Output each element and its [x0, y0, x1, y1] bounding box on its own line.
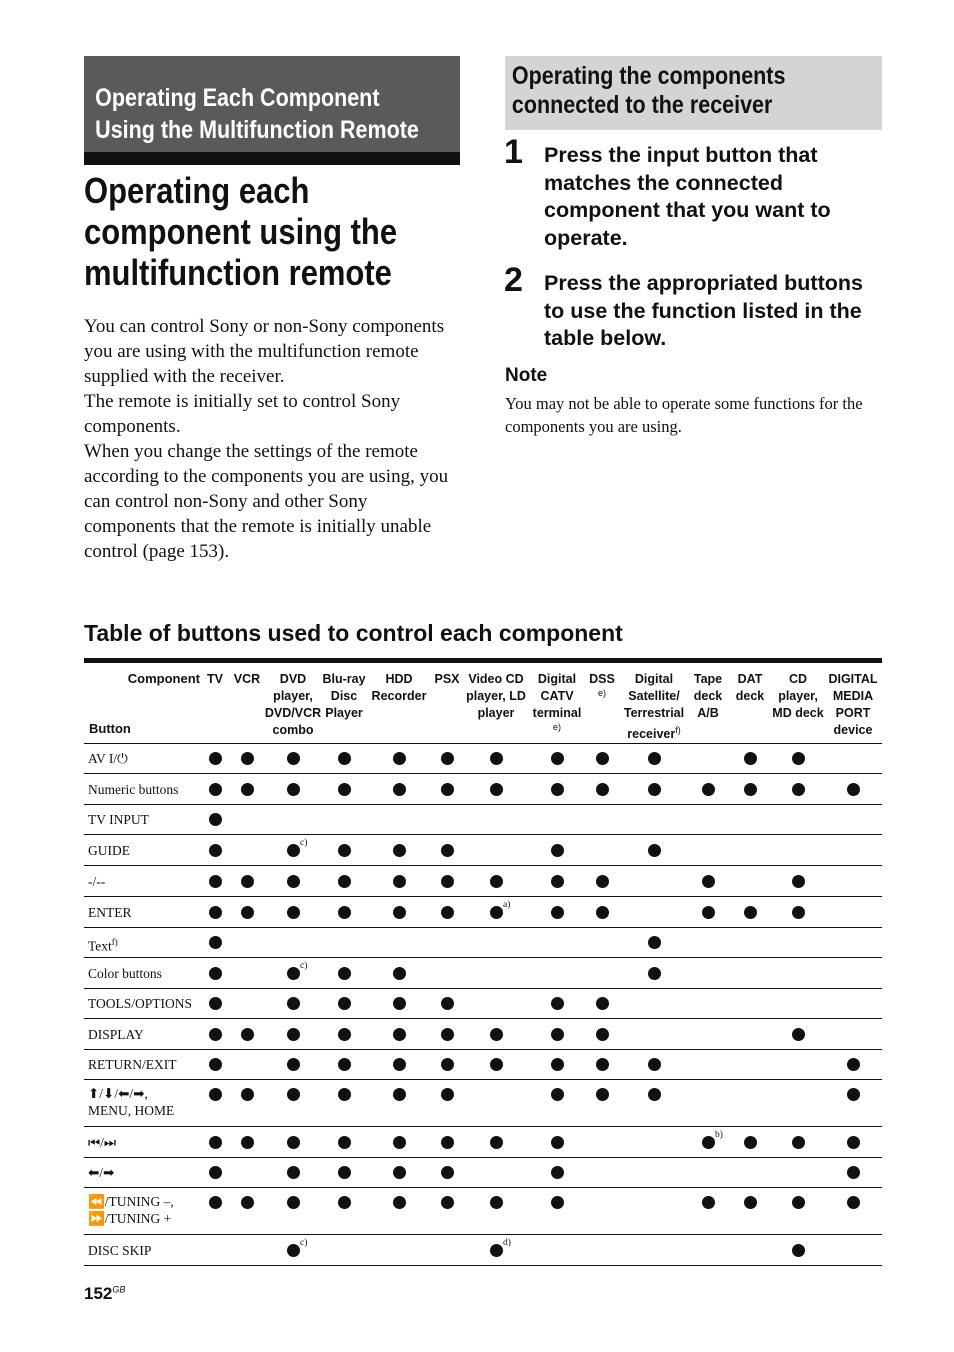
- right-heading-box: [505, 56, 882, 130]
- support-dot: [241, 1088, 254, 1101]
- support-dot: [209, 1166, 222, 1179]
- table-body: [84, 744, 882, 1266]
- dot-footnote: c): [300, 837, 308, 848]
- support-dot: [792, 783, 805, 796]
- table-row: [84, 989, 882, 1019]
- column-header: Digital Satellite/ Terrestrial receiver$^{f)}$: [623, 672, 685, 742]
- support-dot: [792, 1244, 805, 1257]
- support-dot: [441, 1196, 454, 1209]
- support-dot: [209, 967, 222, 980]
- row-label: DISC SKIP: [88, 1242, 152, 1258]
- support-dot: [441, 1058, 454, 1071]
- intro-paragraph: The remote is initially set to control Sony components.: [84, 391, 401, 437]
- support-dot: [287, 967, 300, 980]
- support-dot: [490, 1028, 503, 1041]
- support-dot: [792, 875, 805, 888]
- table-row: [84, 928, 882, 958]
- table-row: [84, 1235, 882, 1266]
- column-header: Video CD player, LD player: [466, 672, 526, 720]
- table-row: [84, 897, 882, 928]
- support-dot: [393, 752, 406, 765]
- support-dot: [441, 844, 454, 857]
- table-row: [84, 866, 882, 897]
- support-dot: [241, 1028, 254, 1041]
- support-dot: [490, 1196, 503, 1209]
- support-dot: [241, 783, 254, 796]
- support-dot: [338, 1028, 351, 1041]
- support-dot: [338, 844, 351, 857]
- support-dot: [338, 1058, 351, 1071]
- row-label: TV INPUT: [88, 812, 149, 827]
- support-dot: [490, 906, 503, 919]
- table-title: Table of buttons used to control each component: [84, 620, 623, 646]
- support-dot: [441, 875, 454, 888]
- table-row: [84, 1050, 882, 1080]
- support-dot: [744, 1136, 757, 1149]
- support-dot: [287, 1028, 300, 1041]
- support-dot: [847, 783, 860, 796]
- support-dot: [287, 1244, 300, 1257]
- support-dot: [490, 1058, 503, 1071]
- support-dot: [596, 906, 609, 919]
- support-dot: [551, 1058, 564, 1071]
- page-number-value: 152: [84, 1284, 113, 1303]
- support-dot: [338, 752, 351, 765]
- support-dot: [209, 752, 222, 765]
- row-label: ENTER: [88, 904, 132, 920]
- column-header: Blu-ray Disc Player: [322, 672, 366, 720]
- table-row: [84, 805, 882, 835]
- page-title-line: component using the: [84, 211, 398, 252]
- support-dot: [241, 1196, 254, 1209]
- support-dot: [744, 783, 757, 796]
- note-heading: Note: [505, 365, 548, 386]
- table-header: [84, 663, 882, 744]
- support-dot: [792, 1136, 805, 1149]
- support-dot: [441, 783, 454, 796]
- column-header: Tape deck A/B: [693, 672, 723, 720]
- support-dot: [338, 906, 351, 919]
- column-header: HDD Recorder: [371, 672, 427, 703]
- support-dot: [287, 1196, 300, 1209]
- intro-paragraph: When you change the settings of the remote according to the components you are using, you can control non-Sony and other Sony components that the remote is initially unable control (page 153).: [84, 441, 449, 562]
- note-body: You may not be able to operate some functions for the components you are using.: [505, 394, 863, 436]
- support-dot: [393, 1088, 406, 1101]
- dot-footnote: b): [715, 1129, 723, 1140]
- support-dot: [702, 875, 715, 888]
- support-dot: [393, 1166, 406, 1179]
- row-label: AV I/⏻: [88, 751, 128, 766]
- support-dot: [648, 783, 661, 796]
- section-heading-line: Using the Multifunction Remote: [95, 116, 419, 144]
- support-dot: [393, 1136, 406, 1149]
- support-dot: [393, 967, 406, 980]
- support-dot: [702, 1196, 715, 1209]
- row-label: ⏪/TUNING –, ⏩/TUNING +: [88, 1194, 174, 1226]
- support-dot: [338, 1196, 351, 1209]
- support-dot: [241, 875, 254, 888]
- row-label: DISPLAY: [88, 1026, 144, 1042]
- support-dot: [847, 1058, 860, 1071]
- support-dot: [441, 906, 454, 919]
- row-label: Text$^{f)}$: [88, 937, 118, 954]
- dot-footnote: c): [300, 960, 308, 971]
- support-dot: [209, 1058, 222, 1071]
- row-label: GUIDE: [88, 842, 130, 858]
- row-label: TOOLS/OPTIONS: [88, 996, 193, 1011]
- support-dot: [490, 783, 503, 796]
- support-dot: [596, 875, 609, 888]
- support-dot: [393, 1196, 406, 1209]
- support-dot: [241, 752, 254, 765]
- support-dot: [209, 1088, 222, 1101]
- support-dot: [596, 783, 609, 796]
- support-dot: [551, 1088, 564, 1101]
- section-heading: [84, 56, 419, 146]
- support-dot: [287, 1136, 300, 1149]
- support-dot: [596, 752, 609, 765]
- support-dot: [648, 1088, 661, 1101]
- support-dot: [209, 1196, 222, 1209]
- table-row: [84, 1080, 882, 1127]
- section-rule: [84, 152, 460, 165]
- dot-footnote: a): [503, 899, 511, 910]
- support-dot: [393, 844, 406, 857]
- right-heading: [505, 56, 829, 120]
- support-dot: [551, 875, 564, 888]
- column-header: PSX: [434, 672, 460, 686]
- page-number: [84, 1284, 125, 1304]
- step-text: Press the appropriated buttons to use the function listed in the table below.: [544, 271, 863, 350]
- table-row: [84, 1158, 882, 1188]
- support-dot: [847, 1166, 860, 1179]
- row-label: ⬆/⬇/⬅/➡, MENU, HOME: [88, 1086, 175, 1118]
- support-dot: [847, 1136, 860, 1149]
- support-dot: [241, 906, 254, 919]
- section-heading-line: Operating Each Component: [95, 84, 380, 112]
- table-row: [84, 835, 882, 866]
- support-dot: [338, 783, 351, 796]
- support-dot: [551, 1136, 564, 1149]
- table-row: [84, 958, 882, 989]
- table-row: [84, 1127, 882, 1158]
- support-dot: [393, 783, 406, 796]
- column-header: VCR: [233, 672, 261, 686]
- table-row: [84, 1188, 882, 1235]
- support-dot: [393, 875, 406, 888]
- page-title-line: multifunction remote: [84, 252, 392, 293]
- dot-footnote: d): [503, 1237, 511, 1248]
- support-dot: [393, 906, 406, 919]
- support-dot: [551, 1166, 564, 1179]
- support-dot: [209, 906, 222, 919]
- component-button-table: [84, 658, 882, 1266]
- support-dot: [393, 1058, 406, 1071]
- support-dot: [792, 1196, 805, 1209]
- support-dot: [241, 1136, 254, 1149]
- support-dot: [338, 997, 351, 1010]
- section-heading-box: [84, 56, 460, 152]
- support-dot: [338, 967, 351, 980]
- support-dot: [648, 1058, 661, 1071]
- support-dot: [792, 1028, 805, 1041]
- support-dot: [338, 1166, 351, 1179]
- row-label: Color buttons: [88, 965, 162, 981]
- support-dot: [702, 783, 715, 796]
- support-dot: [287, 875, 300, 888]
- support-dot: [209, 875, 222, 888]
- support-dot: [744, 752, 757, 765]
- support-dot: [287, 1166, 300, 1179]
- support-dot: [209, 783, 222, 796]
- column-header: CD player, MD deck: [772, 672, 824, 720]
- support-dot: [551, 1196, 564, 1209]
- support-dot: [393, 997, 406, 1010]
- support-dot: [596, 997, 609, 1010]
- row-label: RETURN/EXIT: [88, 1057, 177, 1072]
- support-dot: [744, 906, 757, 919]
- support-dot: [702, 1136, 715, 1149]
- support-dot: [441, 1028, 454, 1041]
- support-dot: [596, 1028, 609, 1041]
- column-header: Digital CATV terminal e): [532, 672, 582, 732]
- table-row: [84, 744, 882, 774]
- support-dot: [551, 906, 564, 919]
- column-header: TV: [207, 672, 223, 686]
- dot-footnote: c): [300, 1237, 308, 1248]
- support-dot: [209, 1136, 222, 1149]
- right-heading-line: connected to the receiver: [511, 91, 773, 119]
- support-dot: [744, 1196, 757, 1209]
- row-label: Numeric buttons: [88, 781, 179, 797]
- support-dot: [551, 1028, 564, 1041]
- support-dot: [648, 844, 661, 857]
- support-dot: [847, 1196, 860, 1209]
- column-header: DIGITAL MEDIA PORT device: [828, 672, 878, 737]
- support-dot: [596, 1058, 609, 1071]
- support-dot: [490, 752, 503, 765]
- support-dot: [338, 875, 351, 888]
- support-dot: [702, 906, 715, 919]
- support-dot: [209, 997, 222, 1010]
- column-header: DSS e): [589, 672, 615, 698]
- page-title-line: Operating each: [84, 170, 310, 211]
- page-title: [84, 170, 445, 293]
- support-dot: [551, 997, 564, 1010]
- step-number: 1: [504, 133, 523, 171]
- row-label: -/--: [88, 873, 106, 889]
- column-header: DAT deck: [735, 672, 765, 703]
- support-dot: [441, 1136, 454, 1149]
- step-number: 2: [504, 261, 523, 299]
- support-dot: [209, 936, 222, 949]
- step-text: Press the input button that matches the connected component that you want to operate.: [544, 143, 831, 250]
- support-dot: [338, 1136, 351, 1149]
- support-dot: [209, 813, 222, 826]
- support-dot: [287, 783, 300, 796]
- support-dot: [551, 752, 564, 765]
- table-row: [84, 1019, 882, 1050]
- support-dot: [287, 844, 300, 857]
- support-dot: [551, 783, 564, 796]
- support-dot: [490, 875, 503, 888]
- support-dot: [847, 1088, 860, 1101]
- support-dot: [441, 997, 454, 1010]
- support-dot: [441, 752, 454, 765]
- support-dot: [441, 1088, 454, 1101]
- support-dot: [287, 1058, 300, 1071]
- support-dot: [287, 906, 300, 919]
- right-heading-line: Operating the components: [511, 62, 786, 90]
- support-dot: [551, 844, 564, 857]
- support-dot: [792, 752, 805, 765]
- button-header-label: Button: [89, 721, 131, 736]
- support-dot: [648, 752, 661, 765]
- support-dot: [393, 1028, 406, 1041]
- support-dot: [287, 1088, 300, 1101]
- support-dot: [441, 1166, 454, 1179]
- support-dot: [490, 1244, 503, 1257]
- support-dot: [596, 1088, 609, 1101]
- intro-paragraph: You can control Sony or non-Sony components you are using with the multifunction remote supplied with the receiver.: [84, 316, 445, 387]
- support-dot: [648, 967, 661, 980]
- support-dot: [490, 1136, 503, 1149]
- table-row: [84, 774, 882, 805]
- support-dot: [209, 1028, 222, 1041]
- support-dot: [792, 906, 805, 919]
- row-label: ⬅/➡: [88, 1165, 115, 1180]
- column-header: DVD player, DVD/VCR combo: [264, 672, 322, 737]
- row-label: ⏮/⏭: [88, 1134, 117, 1150]
- support-dot: [338, 1088, 351, 1101]
- support-dot: [287, 752, 300, 765]
- component-header-label: Component: [127, 671, 200, 686]
- support-dot: [648, 936, 661, 949]
- support-dot: [287, 997, 300, 1010]
- support-dot: [209, 844, 222, 857]
- intro-text: [84, 314, 460, 564]
- page-suffix: GB: [112, 1284, 126, 1295]
